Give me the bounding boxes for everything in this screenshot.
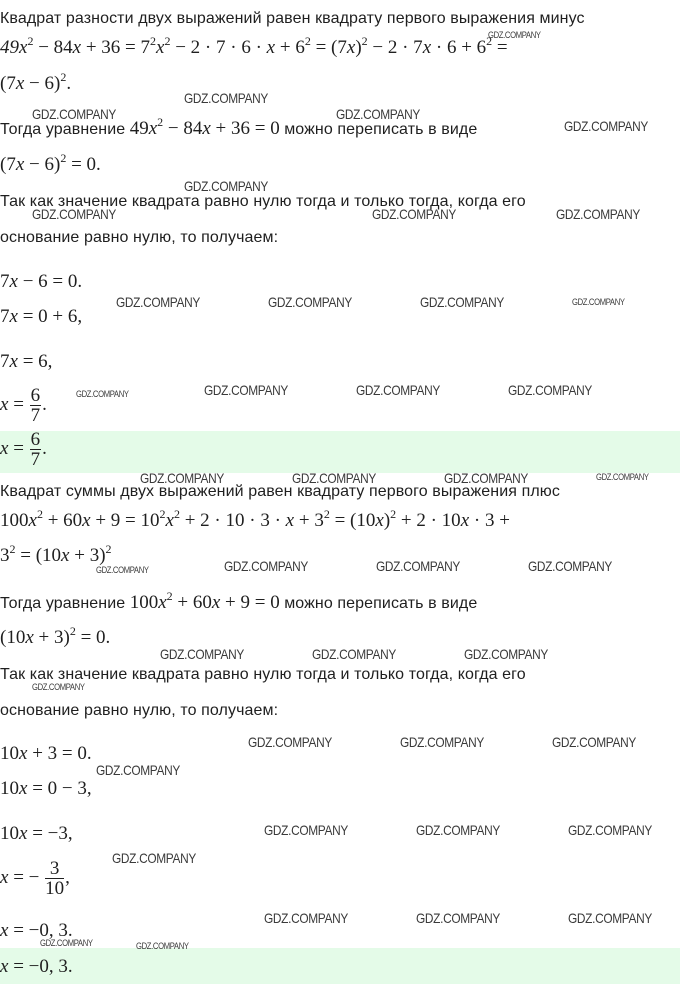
watermark: GDZ.COMPANY <box>184 90 268 106</box>
watermark: GDZ.COMPANY <box>596 472 649 482</box>
p2-rewrite-eq: $100x^2 + 60x + 9 = 0$ <box>129 589 280 613</box>
watermark: GDZ.COMPANY <box>572 297 625 307</box>
p1-reason-line1: Так как значение квадрата равно нулю тогда и только тогда, когда его <box>0 193 526 210</box>
p2-reason-line2: основание равно нулю, то получаем: <box>0 702 279 719</box>
watermark: GDZ.COMPANY <box>508 382 592 398</box>
p2-expansion-line2: $3^2 = (10x + 3)^2$ <box>0 542 112 566</box>
p2-step4: x = − $\frac{3}{10}$ , <box>0 858 70 899</box>
watermark: GDZ.COMPANY <box>488 30 541 40</box>
watermark: GDZ.COMPANY <box>160 646 244 662</box>
p1-reason-line2: основание равно нулю, то получаем: <box>0 229 279 246</box>
p2-answer: x = −0, 3. <box>0 956 73 977</box>
watermark: GDZ.COMPANY <box>32 682 85 692</box>
answer-highlight-1 <box>0 431 680 473</box>
watermark: GDZ.COMPANY <box>32 106 116 122</box>
watermark: GDZ.COMPANY <box>136 941 189 951</box>
watermark: GDZ.COMPANY <box>268 294 352 310</box>
watermark: GDZ.COMPANY <box>400 734 484 750</box>
p2-step3: 10x = −3, <box>0 823 73 844</box>
watermark: GDZ.COMPANY <box>568 910 652 926</box>
p1-rewrite-text2: можно переписать в виде <box>284 121 478 138</box>
p1-rewrite-eq: $49x^2 - 84x + 36 = 0$ <box>129 115 280 139</box>
watermark: GDZ.COMPANY <box>568 822 652 838</box>
watermark: GDZ.COMPANY <box>32 206 116 222</box>
watermark: GDZ.COMPANY <box>312 646 396 662</box>
watermark: GDZ.COMPANY <box>184 178 268 194</box>
p1-answer: x = $\frac{6}{7}$ . <box>0 429 47 470</box>
answer-highlight-2 <box>0 948 680 984</box>
p2-rewritten: $(10x + 3)^2 = 0$. <box>0 624 111 648</box>
p2-step5: x = −0, 3. <box>0 920 73 941</box>
p1-step3: 7x = 6, <box>0 351 53 372</box>
watermark: GDZ.COMPANY <box>564 118 648 134</box>
watermark: GDZ.COMPANY <box>416 822 500 838</box>
p1-rewrite-text1: Тогда уравнение <box>0 121 126 138</box>
watermark: GDZ.COMPANY <box>372 206 456 222</box>
watermark: GDZ.COMPANY <box>224 558 308 574</box>
watermark: GDZ.COMPANY <box>96 565 149 575</box>
watermark: GDZ.COMPANY <box>76 389 129 399</box>
p2-rewrite <box>0 589 478 614</box>
p2-intro: Квадрат суммы двух выражений равен квадрату первого выражения плюс <box>0 483 560 500</box>
watermark: GDZ.COMPANY <box>40 938 93 948</box>
p1-expansion-line2: $(7x - 6)^2$. <box>0 70 72 94</box>
watermark: GDZ.COMPANY <box>264 910 348 926</box>
watermark: GDZ.COMPANY <box>356 382 440 398</box>
p2-rewrite-text2: можно переписать в виде <box>284 595 478 612</box>
p1-step4-fraction: $\frac{6}{7}$ <box>30 385 41 426</box>
watermark: GDZ.COMPANY <box>556 206 640 222</box>
p2-rewrite-text1: Тогда уравнение <box>0 595 126 612</box>
watermark: GDZ.COMPANY <box>376 558 460 574</box>
p2-expansion-line1: $100x^2 + 60x + 9 = 10^2x^2 + 2 \cdot 10 \cdot 3 \cdot x + 3^2 = (10x)^2 + 2 \cdot 10x \cdot 3$ + <box>0 507 510 531</box>
p2-reason-line1: Так как значение квадрата равно нулю тогда и только тогда, когда его <box>0 666 526 683</box>
p2-step2: 10x = 0 − 3, <box>0 778 92 799</box>
p2-step1: 10x + 3 = 0. <box>0 743 92 764</box>
watermark: GDZ.COMPANY <box>116 294 200 310</box>
watermark: GDZ.COMPANY <box>264 822 348 838</box>
p1-intro: Квадрат разности двух выражений равен квадрату первого выражения минус <box>0 10 585 27</box>
watermark: GDZ.COMPANY <box>112 850 196 866</box>
watermark: GDZ.COMPANY <box>420 294 504 310</box>
p1-step1: 7x − 6 = 0. <box>0 271 83 292</box>
p1-rewritten: $(7x - 6)^2 = 0$. <box>0 151 101 175</box>
watermark: GDZ.COMPANY <box>444 470 528 486</box>
p1-answer-fraction: $\frac{6}{7}$ <box>30 429 41 470</box>
p2-step4-fraction: $\frac{3}{10}$ <box>45 858 65 899</box>
watermark: GDZ.COMPANY <box>292 470 376 486</box>
watermark: GDZ.COMPANY <box>248 734 332 750</box>
watermark: GDZ.COMPANY <box>528 558 612 574</box>
watermark: GDZ.COMPANY <box>464 646 548 662</box>
watermark: GDZ.COMPANY <box>140 470 224 486</box>
p1-expansion-line1: $49x^2 - 84x + 36 = 7^2x^2 - 2 \cdot 7 \cdot 6 \cdot x + 6^2 = (7x)^2 - 2 \cdot 7x \cdot 6 + 6^2$ = <box>0 34 508 58</box>
p1-step4-lhs: x <box>0 393 9 415</box>
watermark: GDZ.COMPANY <box>336 106 420 122</box>
watermark: GDZ.COMPANY <box>96 762 180 778</box>
p1-step4: x = $\frac{6}{7}$ . <box>0 385 47 426</box>
p1-step2: 7x = 0 + 6, <box>0 306 83 327</box>
watermark: GDZ.COMPANY <box>204 382 288 398</box>
watermark: GDZ.COMPANY <box>552 734 636 750</box>
watermark: GDZ.COMPANY <box>416 910 500 926</box>
